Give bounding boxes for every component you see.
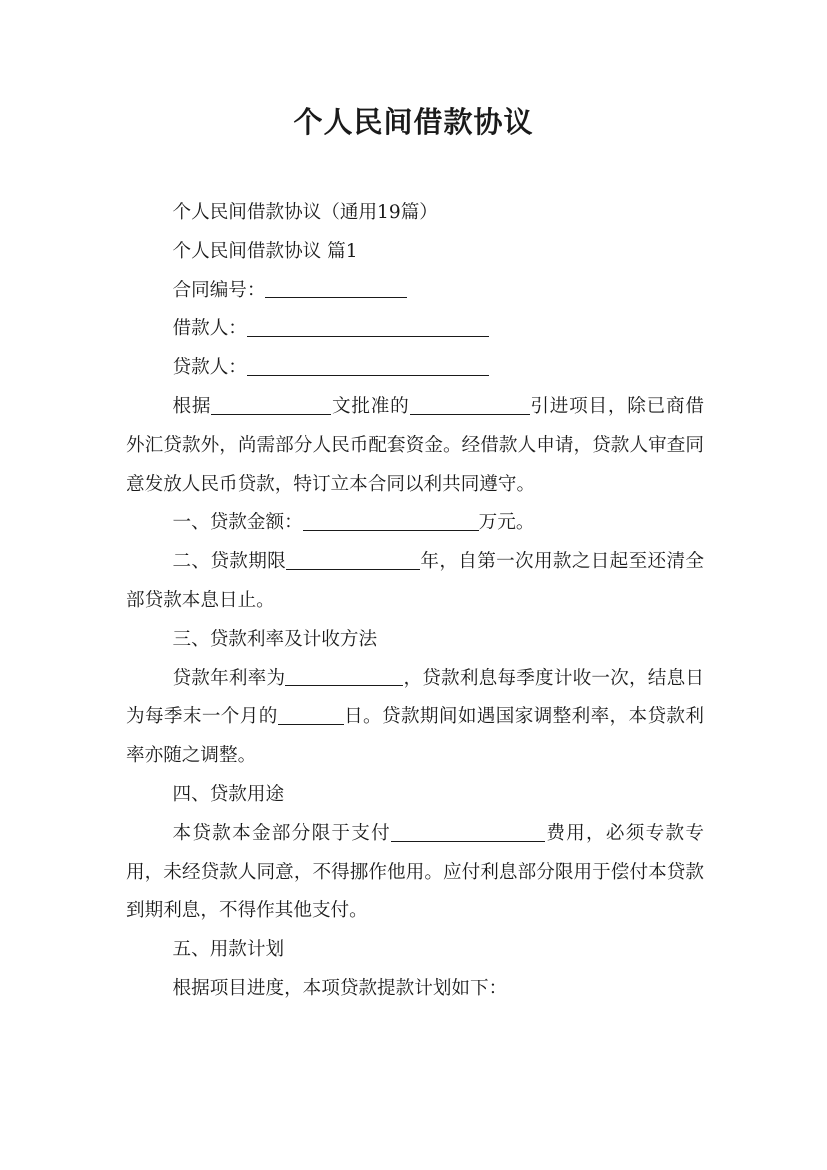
contract-number-line bbox=[126, 272, 704, 311]
lender-label: 贷款人： bbox=[172, 357, 247, 379]
lender-blank bbox=[247, 355, 489, 376]
basis-text-3: 引进项目，除已商借外汇贷款外，尚需部分人民币配套资金。经借款人申请，贷款人审查同意发放人民币贷款，特订立本合同以利共同遵守。 bbox=[126, 395, 704, 495]
settlement-day-blank bbox=[278, 704, 344, 725]
interest-rate-text-2: ，贷款利息每季度计收一次，结息日为每季末一个月的 bbox=[126, 667, 704, 728]
loan-amount-paragraph bbox=[126, 504, 704, 543]
borrower-blank bbox=[247, 316, 489, 337]
approval-document-blank bbox=[211, 393, 331, 414]
intro-title-paragraph bbox=[126, 194, 704, 233]
borrower-label: 借款人： bbox=[172, 318, 247, 340]
loan-amount-label: 一、贷款金额： bbox=[172, 512, 303, 534]
loan-term-label: 二、贷款期限 bbox=[172, 551, 287, 573]
section-title-text: 个人民间借款协议 篇1 bbox=[172, 240, 358, 262]
usage-plan-heading bbox=[126, 931, 704, 970]
expense-type-blank bbox=[391, 820, 545, 841]
interest-rate-text-1: 贷款年利率为 bbox=[172, 667, 286, 689]
section-title-paragraph bbox=[126, 233, 704, 272]
intro-title-text: 个人民间借款协议（通用19篇） bbox=[172, 202, 438, 223]
loan-purpose-text-2: 费用，必须专款专用，未经贷款人同意，不得挪作他用。应付利息部分限用于偿付本贷款到期利息，不得作其他支付。 bbox=[126, 822, 704, 922]
borrower-line bbox=[126, 310, 704, 349]
interest-rate-heading-text: 三、贷款利率及计收方法 bbox=[172, 628, 378, 650]
usage-plan-text: 根据项目进度，本项贷款提款计划如下： bbox=[172, 977, 508, 999]
interest-rate-blank bbox=[285, 665, 403, 686]
basis-text-1: 根据 bbox=[172, 395, 212, 417]
loan-term-paragraph bbox=[126, 543, 704, 621]
project-name-blank bbox=[410, 393, 530, 414]
loan-purpose-paragraph bbox=[126, 815, 704, 931]
document-body bbox=[126, 194, 704, 1009]
interest-rate-paragraph bbox=[126, 660, 704, 776]
contract-number-blank bbox=[265, 277, 407, 298]
loan-term-text: 年，自第一次用款之日起至还清全部贷款本息日止。 bbox=[126, 551, 704, 611]
document-title: 个人民间借款协议 bbox=[293, 105, 534, 139]
usage-plan-heading-text: 五、用款计划 bbox=[172, 939, 285, 961]
loan-purpose-heading bbox=[126, 776, 704, 815]
usage-plan-paragraph bbox=[126, 970, 704, 1009]
loan-amount-blank bbox=[303, 510, 479, 531]
interest-rate-text-3: 日。贷款期间如遇国家调整利率，本贷款利率亦随之调整。 bbox=[126, 706, 704, 767]
basis-text-2: 文批准的 bbox=[331, 395, 410, 417]
loan-term-blank bbox=[286, 549, 420, 570]
loan-purpose-text-1: 本贷款本金部分限于支付 bbox=[172, 822, 392, 844]
loan-amount-unit: 万元。 bbox=[478, 512, 535, 534]
interest-rate-heading bbox=[126, 621, 704, 660]
lender-line bbox=[126, 349, 704, 388]
contract-number-label: 合同编号： bbox=[172, 279, 266, 301]
basis-paragraph bbox=[126, 388, 704, 504]
loan-purpose-heading-text: 四、贷款用途 bbox=[172, 783, 285, 805]
